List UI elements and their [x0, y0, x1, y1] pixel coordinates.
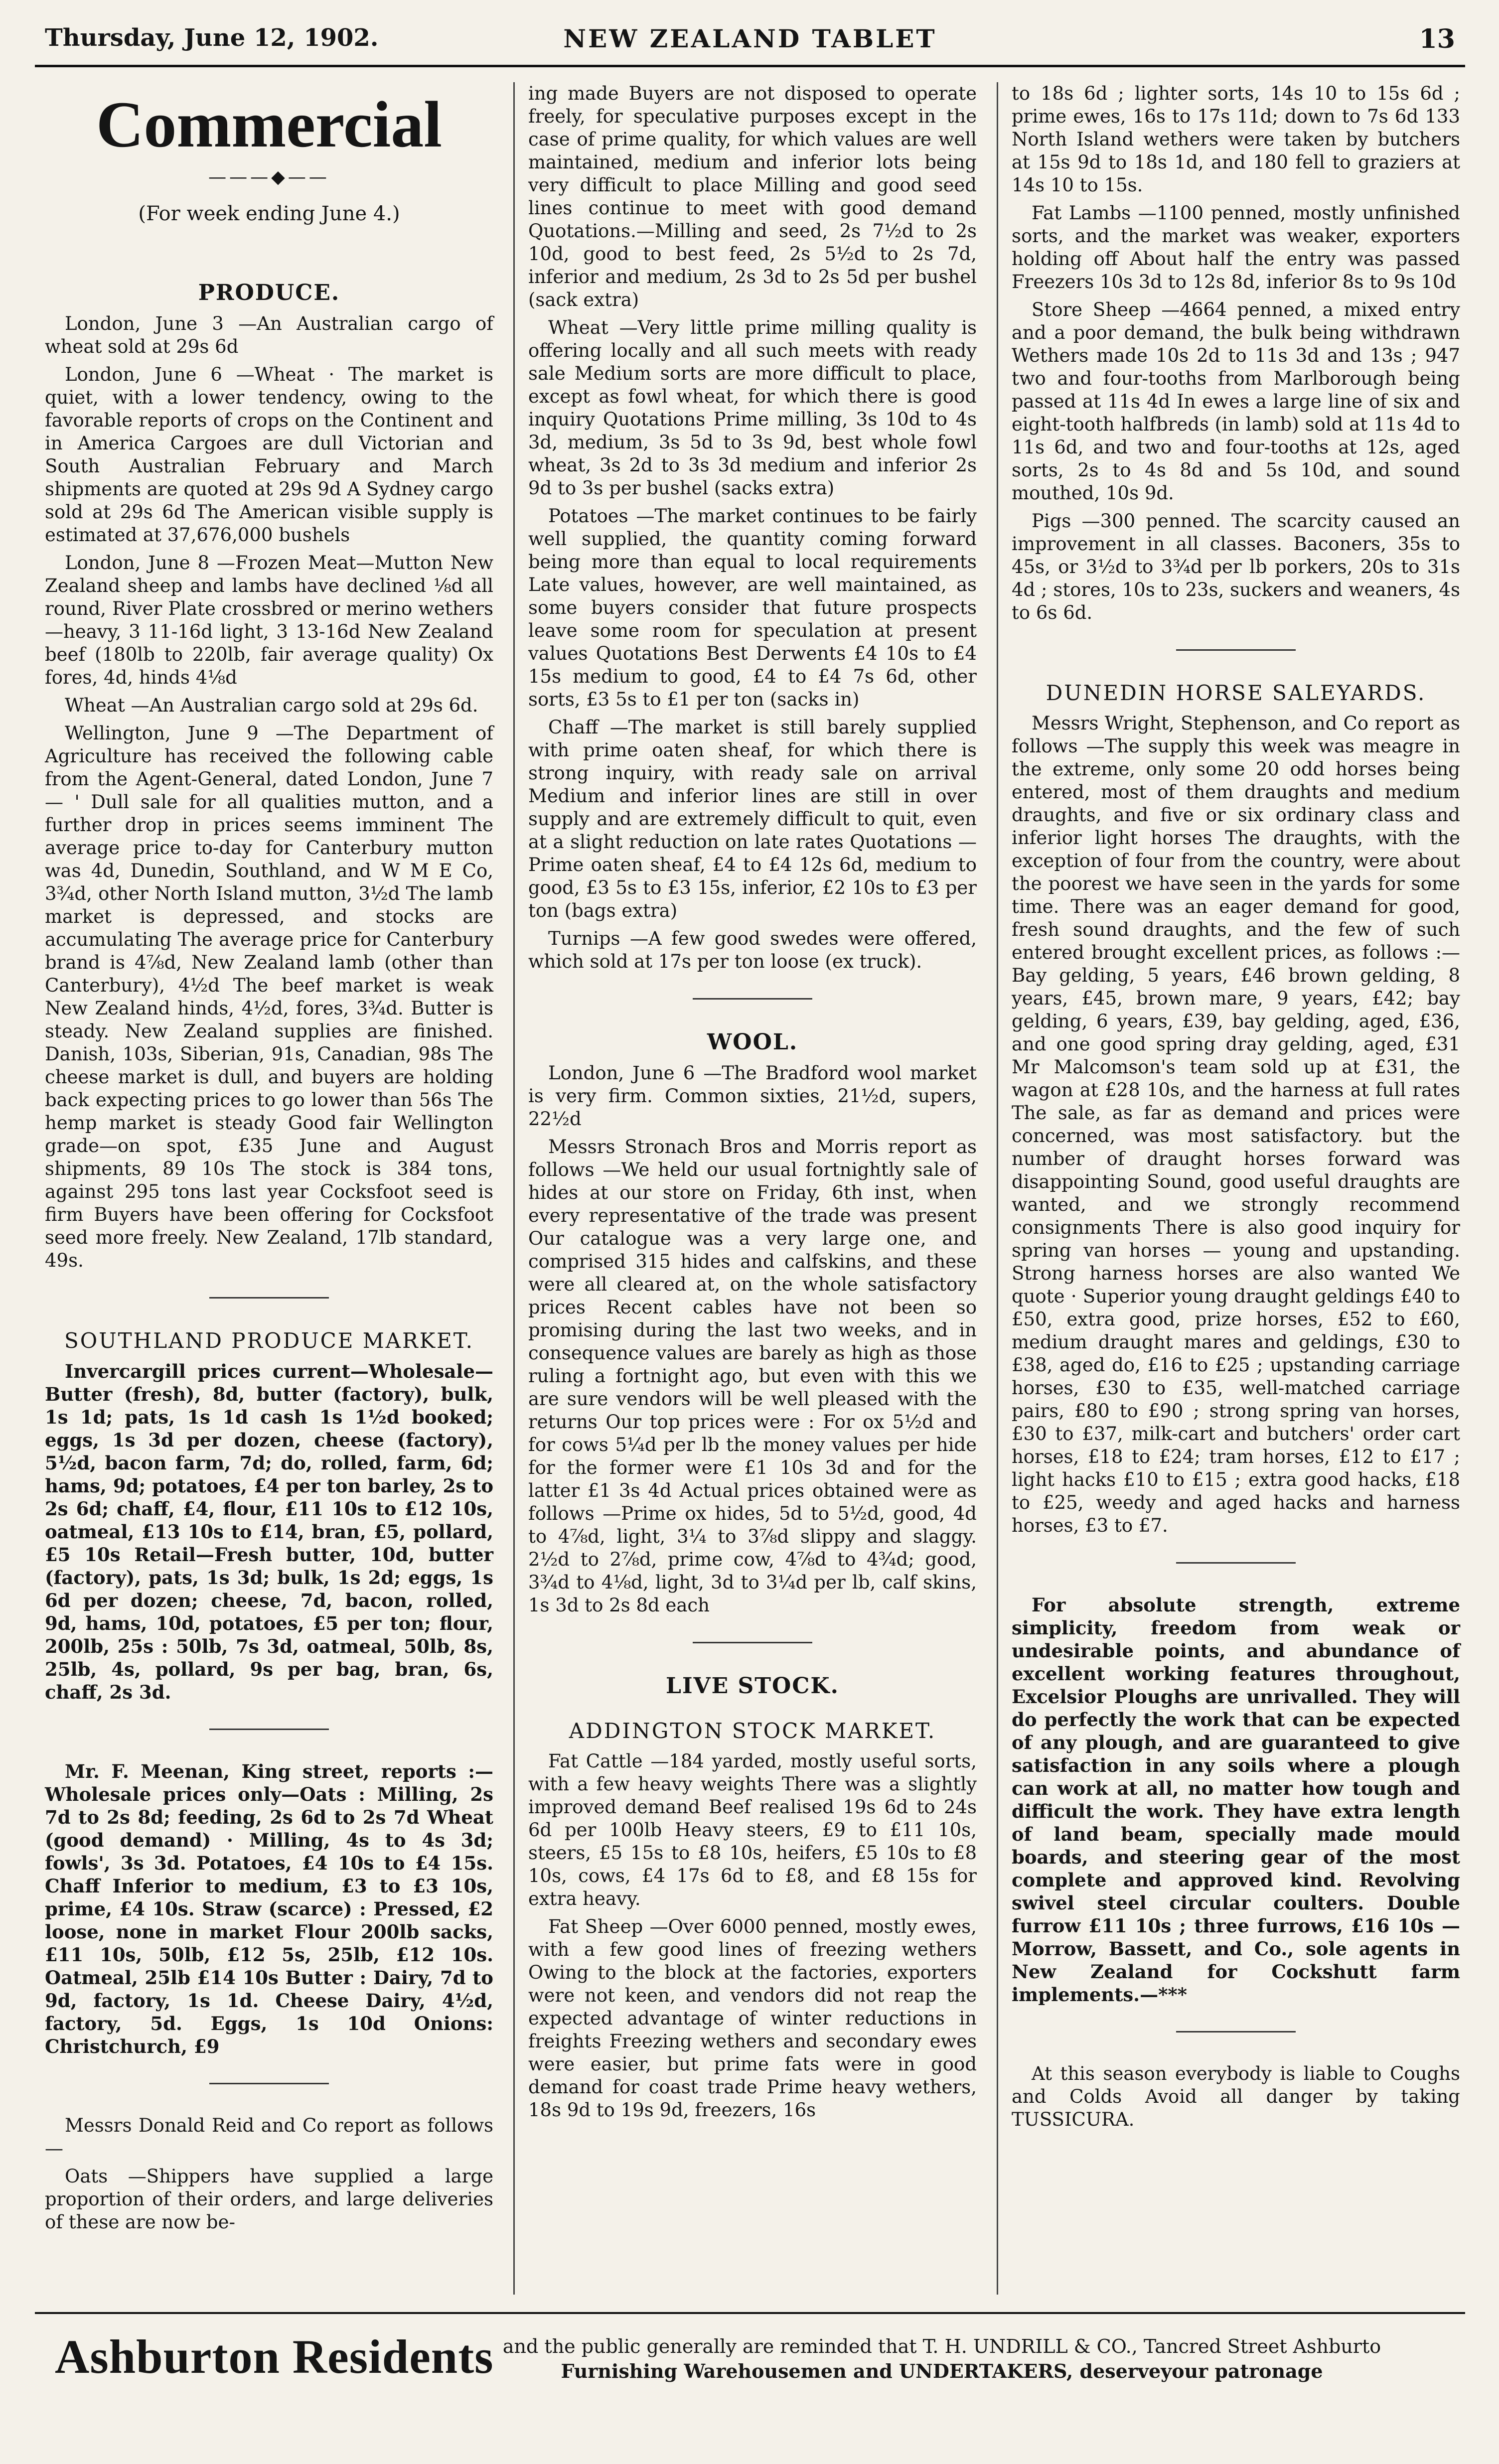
article-paragraph: London, June 6 —The Bradford wool market is very firm. Common sixties, 21½d, supers, 22½d	[528, 1062, 977, 1130]
section-subtitle: (For week ending June 4.)	[138, 202, 400, 225]
livestock-heading: LIVE STOCK.	[666, 1673, 839, 1699]
article-paragraph: Fat Sheep —Over 6000 penned, mostly ewes, with a few good lines of freezing wethers Owing to the block at the factories, exporters were not keen, and vendors did not reap the expected advantage of winter reductions in freights Freezing wethers and secondary ewes were easier, but prime fats were in good demand for coast trade Prime heavy wethers, 18s 9d to 19s 9d, freezers, 16s	[528, 1916, 977, 2121]
article-paragraph: Oats —Shippers have supplied a large proportion of their orders, and large deliveries of these are now be-	[45, 2166, 493, 2233]
section-divider	[209, 2083, 329, 2084]
section-divider	[1176, 1562, 1296, 1564]
article-paragraph: Mr. F. Meenan, King street, reports :—Wholesale prices only—Oats : Milling, 2s 7d to 2s 8d; feeding, 2s 6d to 2s 7d Wheat (good demand) · Milling, 4s to 4s 3d; fowls', 3s 3d. Potatoes, £4 10s to £4 15s. Chaff Inferior to medium, £3 to £3 10s, prime, £4 10s. Straw (scarce) : Pressed, £2 loose, none in market Flour 200lb sacks, £11 10s, 50lb, £12 5s, 25lb, £12 10s. Oatmeal, 25lb £14 10s Butter : Dairy, 7d to 9d, factory, 1s 1d. Cheese Dairy, 4½d, factory, 5d. Eggs, 1s 10d Onions: Christchurch, £9	[45, 1760, 493, 2057]
footer-advertisement	[35, 2312, 1465, 2424]
tussicura-notice: At this season everybody is liable to Coughs and Colds Avoid all danger by taking TUSSICURA.	[1012, 2063, 1460, 2130]
horse-saleyards-heading: DUNEDIN HORSE SALEYARDS.	[1046, 681, 1426, 705]
masthead-title: NEW ZEALAND TABLET	[563, 24, 937, 53]
produce-heading: PRODUCE.	[198, 280, 340, 305]
footer-headline: Ashburton Residents	[55, 2330, 494, 2383]
article-paragraph: Chaff —The market is still barely supplied with prime oaten sheaf, for which there is strong inquiry, with ready sale on arrival Medium and inferior lines are still in over supply and are extremely difficult to quit, even at a slight reduction on late rates Quotations —Prime oaten sheaf, £4 to £4 12s 6d, medium to good, £3 5s to £3 15s, inferior, £2 10s to £3 per ton (bags extra)	[528, 717, 977, 921]
issue-date: Thursday, June 12, 1902.	[45, 24, 379, 52]
column-1	[45, 82, 493, 2239]
section-divider	[209, 1297, 329, 1299]
article-paragraph: Wellington, June 9 —The Department of Agriculture has received the following cable from the Agent-General, dated London, June 7 — ' Dull sale for all qualities mutton, and a further drop in prices seems imminent The average price to-day for Canterbury mutton was 4d, Dunedin, Southland, and W M E Co, 3¾d, other North Island mutton, 3½d The lamb market is depressed, and stocks are accumulating The average price for Canterbury brand is 4⅞d, New Zealand lamb (other than Canterbury), 4½d The beef market is weak New Zealand hinds, 4½d, fores, 3¾d. Butter is steady. New Zealand supplies are finished. Danish, 103s, Siberian, 91s, Canadian, 98s The cheese market is dull, and buyers are holding back expecting prices to go lower than 56s The hemp market is steady Good fair Wellington grade—on spot, £35 June and August shipments, 89 10s The stock is 384 tons, against 295 tons last year Cocksfoot seed is firm Buyers have been offering for Cocksfoot seed more freely. New Zealand, 17lb standard, 49s.	[45, 723, 493, 1271]
article-paragraph: Store Sheep —4664 penned, a mixed entry and a poor demand, the bulk being withdrawn Wethers made 10s 2d to 11s 3d and 13s ; 947 two and four-tooths from Marlborough being passed at 11s 4d In ewes a large line of six and eight-tooth halfbreds (in lamb) sold at 11s 4d to 11s 6d, and two and four-tooths at 12s, aged sorts, 2s to 4s 8d and 5s 10d, and sound mouthed, 10s 9d.	[1012, 299, 1460, 504]
footer-line-2: Furnishing Warehousemen and UNDERTAKERS, deserveyour patronage	[561, 2360, 1323, 2382]
section-title: Commercial	[96, 88, 442, 161]
article-paragraph: Potatoes —The market continues to be fairly well supplied, the quantity coming forward being more than equal to local requirements Late values, however, are well maintained, as some buyers consider that future prospects leave some room for speculation at present values Quotations Best Derwents £4 10s to £4 15s medium to good, £4 to £4 7s 6d, other sorts, £3 5s to £1 per ton (sacks in)	[528, 505, 977, 710]
section-divider	[693, 1642, 812, 1643]
running-head	[35, 20, 1465, 67]
article-paragraph: Wheat —An Australian cargo sold at 29s 6d.	[65, 695, 478, 716]
ornament-divider: ———◆——	[208, 167, 330, 187]
column-rule	[513, 82, 515, 2295]
article-paragraph: ing made Buyers are not disposed to operate freely, for speculative purposes except in the case of prime quality, for which values are well maintained, medium and inferior lots being very difficult to place Milling and good seed lines continue to meet with good demand Quotations.—Milling and seed, 2s 7½d to 2s 10d, good to best feed, 2s 5½d to 2s 7d, inferior and medium, 2s 3d to 2s 5d per bushel (sack extra)	[528, 83, 977, 310]
article-paragraph: Turnips —A few good swedes were offered, which sold at 17s per ton loose (ex truck).	[528, 928, 977, 972]
article-paragraph: Fat Lambs —1100 penned, mostly unfinished sorts, and the market was weaker, exporters holding off About half the entry was passed Freezers 10s 3d to 12s 8d, inferior 8s to 9s 10d	[1012, 202, 1460, 292]
article-paragraph: London, June 3 —An Australian cargo of wheat sold at 29s 6d	[45, 313, 493, 357]
newspaper-page	[35, 0, 1465, 2464]
column-rule	[997, 82, 998, 2295]
article-paragraph: Wheat —Very little prime milling quality is offering locally and all such meets with ready sale Medium sorts are more difficult to place, except as fowl wheat, for which there is good inquiry Quotations Prime milling, 3s 10d to 4s 3d, medium, 3s 5d to 3s 9d, best whole fowl wheat, 3s 2d to 3s 3d medium and inferior 2s 9d to 3s per bushel (sacks extra)	[528, 317, 977, 499]
section-divider	[1176, 649, 1296, 651]
section-divider	[209, 1729, 329, 1730]
column-3	[1012, 82, 1460, 2136]
footer-line-1: and the public generally are reminded that T. H. UNDRILL & CO., Tancred Street Ashburto	[502, 2335, 1381, 2357]
page-number: 13	[1419, 24, 1455, 54]
article-paragraph: Invercargill prices current—Wholesale—Butter (fresh), 8d, butter (factory), bulk, 1s 1d; pats, 1s 1d cash 1s 1½d booked; eggs, 1s 3d per dozen, cheese (factory), 5½d, bacon farm, 7d; do, rolled, farm, 6d; hams, 9d; potatoes, £4 per ton barley, 2s to 2s 6d; chaff, £4, flour, £11 10s to £12 10s, oatmeal, £13 10s to £14, bran, £5, pollard, £5 10s Retail—Fresh butter, 10d, butter (factory), pats, 1s 3d; bulk, 1s 2d; eggs, 1s 6d per dozen; cheese, 7d, bacon, rolled, 9d, hams, 10d, potatoes, £5 per ton; flour, 200lb, 25s : 50lb, 7s 3d, oatmeal, 50lb, 8s, 25lb, 4s, pollard, 9s per bag, bran, 6s, chaff, 2s 3d.	[45, 1360, 493, 1703]
article-paragraph: London, June 6 —Wheat · The market is quiet, with a lower tendency, owing to the favorable reports of crops on the Continent and in America Cargoes are dull Victorian and South Australian February and March shipments are quoted at 29s 9d A Sydney cargo sold at 29s 6d The American visible supply is estimated at 37,676,000 bushels	[45, 364, 493, 546]
article-paragraph: Fat Cattle —184 yarded, mostly useful sorts, with a few heavy weights There was a slightly improved demand Beef realised 19s 6d to 24s 6d per 100lb Heavy steers, £9 to £11 10s, steers, £5 15s to £8 10s, heifers, £5 10s to £8 10s, cows, £4 17s 6d to £8, and £8 15s for extra heavy.	[528, 1750, 977, 1909]
wool-heading: WOOL.	[707, 1029, 798, 1055]
article-paragraph: Messrs Wright, Stephenson, and Co report as follows —The supply this week was meagre in the extreme, only some 20 odd horses being entered, most of them draughts and medium draughts, and five or six ordinary class and inferior light horses The draughts, with the exception of four from the country, were about the poorest we have seen in the yards for some time. There was an eager demand for good, fresh sound draughts, and the few of such entered brought excellent prices, as follows :—Bay gelding, 5 years, £46 brown gelding, 8 years, £45, brown mare, 9 years, £42; bay gelding, 6 years, £39, bay gelding, aged, £36, and one good spring dray gelding, aged, £31 Mr Malcomson's team sold up at £31, the wagon at £28 10s, and the harness at full rates The sale, as far as demand and prices were concerned, was most satisfactory. but the number of draught horses forward was disappointing Sound, good useful draughts are wanted, and we strongly recommend consignments There is also good inquiry for spring van horses — young and upstanding. Strong harness horses are also wanted We quote · Superior young draught geldings £40 to £50, extra good, prize horses, £52 to £60, medium draught mares and geldings, £30 to £38, aged do, £16 to £25 ; upstanding carriage horses, £30 to £35, well-matched carriage pairs, £80 to £90 ; strong spring van horses, £30 to £37, milk-cart and butchers' order cart horses, £18 to £24; tram horses, £12 to £17 ; light hacks £10 to £15 ; extra good hacks, £18 to £25, weedy and aged hacks and harness horses, £3 to £7.	[1012, 713, 1460, 1536]
article-paragraph: Messrs Donald Reid and Co report as follows —	[45, 2115, 493, 2159]
article-paragraph: to 18s 6d ; lighter sorts, 14s 10 to 15s 6d ; prime ewes, 16s to 17s 11d; down to 7s 6d 133 North Island wethers were taken by butchers at 15s 9d to 18s 1d, and 180 fell to graziers at 14s 10 to 15s.	[1012, 83, 1460, 196]
column-2	[528, 82, 977, 2127]
footer-text	[434, 2334, 1450, 2384]
southland-heading: SOUTHLAND PRODUCE MARKET.	[64, 1328, 474, 1353]
article-paragraph: London, June 8 —Frozen Meat—Mutton New Zealand sheep and lambs have declined ⅛d all round, River Plate crossbred or merino wethers—heavy, 3 11-16d light, 3 13-16d New Zealand beef (180lb to 220lb, fair average quality) Ox fores, 4d, hinds 4⅛d	[45, 552, 493, 688]
article-paragraph: Pigs —300 penned. The scarcity caused an improvement in all classes. Baconers, 35s to 45s, or 3½d to 3¾d per lb porkers, 20s to 31s 4d ; stores, 10s to 23s, suckers and weaners, 4s to 6s 6d.	[1012, 510, 1460, 623]
section-divider	[693, 998, 812, 1000]
article-paragraph: Messrs Stronach Bros and Morris report as follows —We held our usual fortnightly sale of hides at our store on Friday, 6th inst, when every representative of the trade was present Our catalogue was a very large one, and comprised 315 hides and calfskins, and these were all cleared at, on the whole satisfactory prices Recent cables have not been so promising during the last two weeks, and in consequence values are barely as high as those ruling a fortnight ago, but even with this we are sure vendors will be well pleased with the returns Our top prices were : For ox 5½d and for cows 5¼d per lb the money values per hide for the former were £1 10s 3d and for the latter £1 3s 4d Actual prices obtained were as follows —Prime ox hides, 5d to 5½d, good, 4d to 4⅞d, light, 3¼ to 3⅞d slippy and slaggy. 2½d to 2⅞d, prime cow, 4⅞d to 4¾d; good, 3¾d to 4⅛d, light, 3d to 3¼d per lb, calf skins, 1s 3d to 2s 8d each	[528, 1136, 977, 1616]
plough-advertisement: For absolute strength, extreme simplicity, freedom from weak or undesirable points, and abundance of excellent working features throughout, Excelsior Ploughs are unrivalled. They will do perfectly the work that can be expected of any plough, and are guaranteed to give satisfaction in any soils where a plough can work at all, no matter how tough and difficult the work. They have extra length of land beam, specially made mould boards, and steering gear of the most complete and approved kind. Revolving swivel steel circular coulters. Double furrow £11 10s ; three furrows, £16 10s —Morrow, Bassett, and Co., sole agents in New Zealand for Cockshutt farm implements.—***	[1012, 1594, 1460, 2006]
addington-heading: ADDINGTON STOCK MARKET.	[569, 1719, 936, 1743]
section-divider	[1176, 2031, 1296, 2032]
